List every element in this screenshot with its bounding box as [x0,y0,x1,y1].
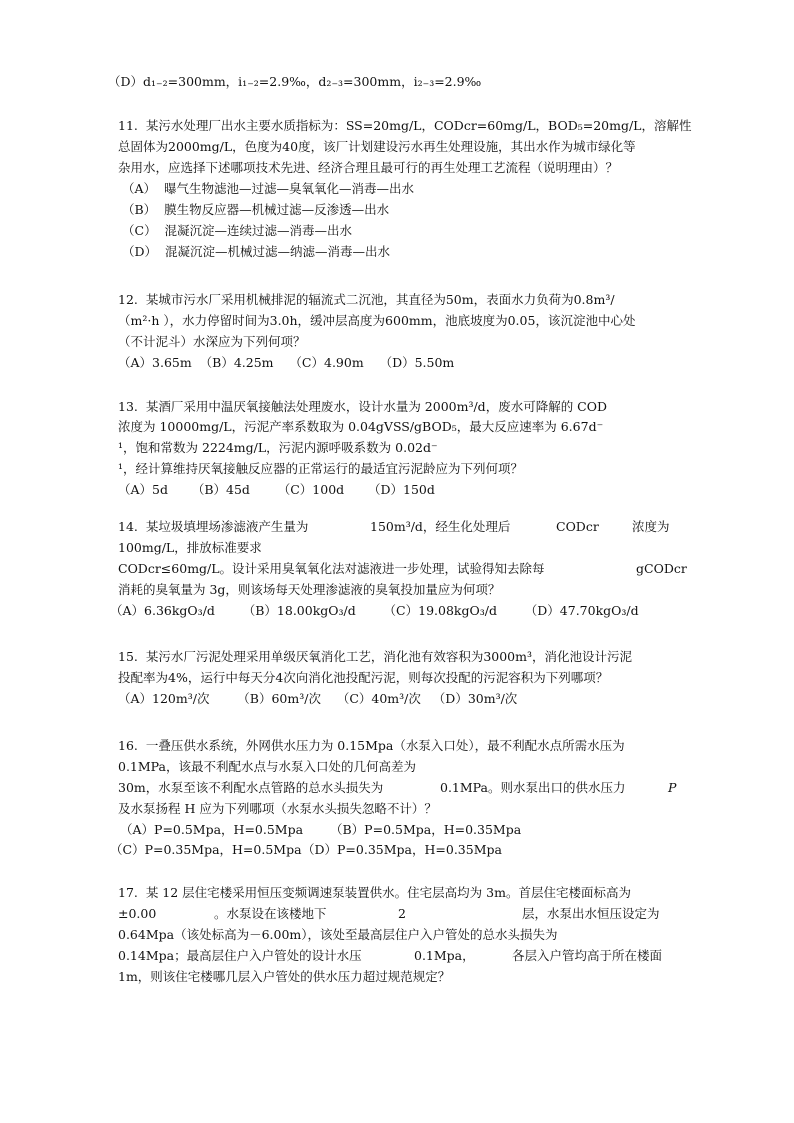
q17-line-4c: 各层入户管均高于所在楼面 [512,948,663,963]
q11-option-a: （A） 曝气生物滤池—过滤—臭氧氧化—消毒—出水 [122,181,414,196]
q16-line-3a: 30m，水泵至该不利配水点管路的总水头损失为 [118,780,384,795]
q11-line-2: 总固体为2000mg/L，色度为40度，该厂计划建设污水再生处理设施，其出水作为城市绿化等 [118,139,636,154]
q17-line-2c: 2 [398,906,406,921]
q12-options: （A）3.65m （B）4.25m （C）4.90m （D）5.50m [118,355,455,370]
q11-option-b: （B） 膜生物反应器—机械过滤—反渗透—出水 [122,202,390,217]
q16-line-3b: 0.1MPa。则水泵出口的供水压力 [440,780,626,795]
q17-line-5: 1m，则该住宅楼哪几层入户管处的供水压力超过规范规定？ [118,969,451,984]
q11-line-3: 杂用水，应选择下述哪项技术先进、经济合理且最可行的再生处理工艺流程（说明理由）？ [118,160,619,175]
q13-line-2: 浓度为 10000mg/L，污泥产率系数取为 0.04gVSS/gBOD₅，最大反应速率为 6.67d⁻ [118,419,604,434]
q17-line-3: 0.64Mpa（该处标高为－6.00m），该处至最高层住户入户管处的总水头损失为 [118,927,558,942]
q14-line-1b: 150m³/d，经生化处理后 [370,519,511,534]
q16-option-b: （B）P=0.5Mpa，H=0.35Mpa [330,822,522,837]
q16-option-d: （D）P=0.35Mpa，H=0.35Mpa [302,842,502,857]
q11-line-1: 11. 某污水处理厂出水主要水质指标为：SS=20mg/L，CODcr=60mg/L，BOD₅=20mg/L，溶解性 [118,118,692,133]
q14-line-3a: CODcr≤60mg/L。设计采用臭氧氧化法对滤液进一步处理，试验得知去除每 [118,561,545,576]
q15-line-1: 15. 某污水厂污泥处理采用单级厌氧消化工艺，消化池有效容积为3000m³，消化池设计污泥 [118,649,633,664]
q17-line-4a: 0.14Mpa；最高层住户入户管处的设计水压 [118,948,362,963]
q14-line-2: 100mg/L，排放标准要求 [118,540,262,555]
q17-line-2a: ±0.00 [118,906,157,921]
q16-option-c: （C）P=0.35Mpa，H=0.5Mpa [110,842,302,857]
q16-line-2: 0.1MPa，该最不利配水点与水泵入口处的几何高差为 [118,759,416,774]
top-option-d: （D）d₁₋₂=300mm，i₁₋₂=2.9‰，d₂₋₃=300mm，i₂₋₃=2.9‰ [108,74,482,89]
q14-options: （A）6.36kgO₃/d （B）18.00kgO₃/d （C）19.08kgO₃/d （D）47.70kgO₃/d [110,603,639,618]
q17-line-2d: 层，水泵出水恒压设定为 [522,906,660,921]
q15-options: （A）120m³/次 （B）60m³/次 （C）40m³/次 （D）30m³/次 [118,691,518,706]
q11-option-c: （C） 混凝沉淀—连续过滤—消毒—出水 [122,223,353,238]
q17-line-4b: 0.1Mpa， [414,948,475,963]
q14-line-4: 消耗的臭氧量为 3g，则该场每天处理渗滤液的臭氧投加量应为何项？ [118,582,501,597]
q16-line-4: 及水泵扬程 H 应为下列哪项（水泵水头损失忽略不计）？ [118,801,437,816]
q12-line-3: （不计泥斗）水深应为下列何项？ [118,334,306,349]
q17-line-2b: 。水泵设在该楼地下 [214,906,327,921]
q14-line-1d: 浓度为 [632,519,670,534]
q16-line-1: 16. 一叠压供水系统，外网供水压力为 0.15Mpa（水泵入口处），最不利配水点所需水压为 [118,738,625,753]
q11-option-d: （D） 混凝沉淀—机械过滤—纳滤—消毒—出水 [122,244,390,259]
q16-option-a: （A）P=0.5Mpa，H=0.5Mpa [120,822,304,837]
q13-line-1: 13. 某酒厂采用中温厌氧接触法处理废水，设计水量为 2000m³/d，废水可降解的 COD [118,399,607,414]
q15-line-2: 投配率为4%，运行中每天分4次向消化池投配污泥，则每次投配的污泥容积为下列哪项？ [118,670,609,685]
q13-options: （A）5d （B）45d （C）100d （D）150d [118,482,435,497]
q17-line-1: 17. 某 12 层住宅楼采用恒压变频调速泵装置供水。住宅层高均为 3m。首层住宅楼面标高为 [118,885,631,900]
q12-line-2: （m²·h ），水力停留时间为3.0h，缓冲层高度为600mm，池底坡度为0.05，该沉淀池中心处 [118,313,636,328]
q12-line-1: 12. 某城市污水厂采用机械排泥的辐流式二沉池，其直径为50m，表面水力负荷为0.8m³/ [118,292,615,307]
q13-line-4: ¹，经计算维持厌氧接触反应器的正常运行的最适宜污泥龄应为下列何项？ [118,461,524,476]
q14-line-1c: CODcr [556,519,599,534]
q14-line-3b: gCODcr [636,561,687,576]
q16-line-3c: P [668,780,677,795]
q13-line-3: ¹，饱和常数为 2224mg/L，污泥内源呼吸系数为 0.02d⁻ [118,440,438,455]
q14-line-1a: 14. 某垃圾填埋场渗滤液产生量为 [118,519,309,534]
